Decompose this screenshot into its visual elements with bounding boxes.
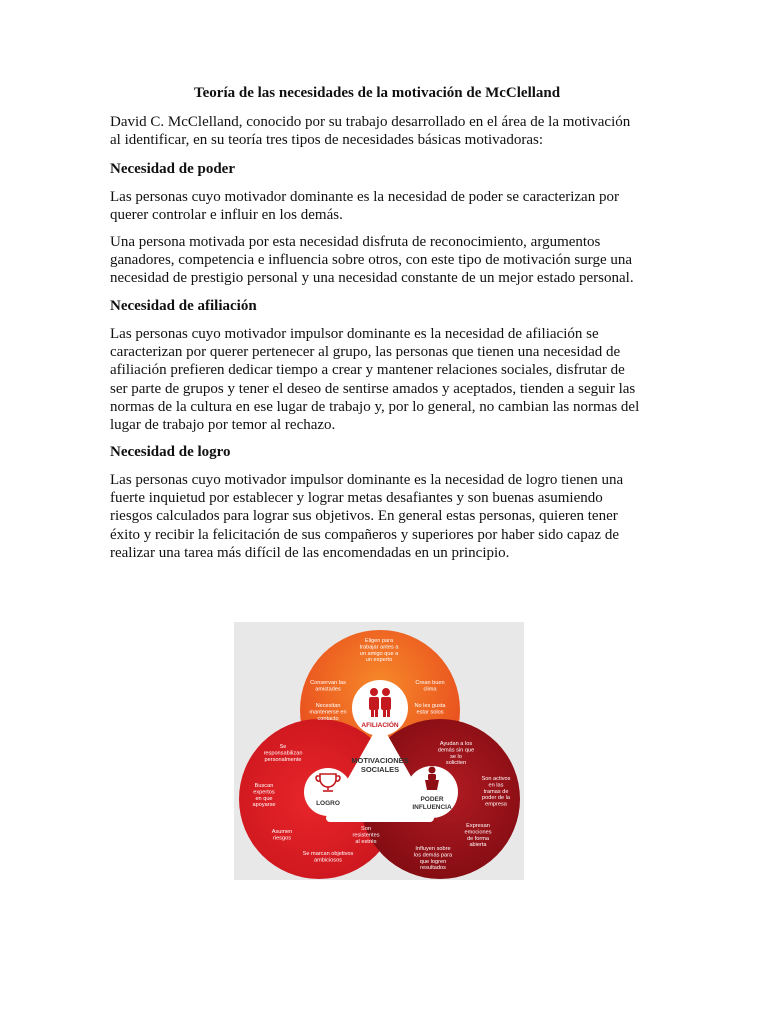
motivation-diagram <box>234 622 524 880</box>
logro-item-0: Se responsabilizan personalmente <box>263 744 303 763</box>
logro-item-1: Buscan expertos en que apoyarse <box>252 783 276 809</box>
text-line: Una persona motivada por esta necesidad disfruta de reconocimiento, argumentos <box>110 234 601 250</box>
afiliacion-item-2: Crean buen clima <box>415 680 445 693</box>
text-line: Las personas cuyo motivador impulsor dominante es la necesidad de logro tienen una <box>110 472 624 488</box>
afiliacion-item-0: Eligen para trabajar antes a un amigo que a un experto <box>359 638 399 664</box>
section-heading-logro: Necesidad de logro <box>110 444 231 460</box>
text-line: David C. McClelland, conocido por su trabajo desarrollado en el área de la motivación <box>110 114 631 130</box>
text-line: afiliación prefieren dedicar tiempo a crear y mantener relaciones sociales, disfrutar de <box>110 362 625 379</box>
afiliacion-paragraph <box>110 325 660 434</box>
poder-paragraph-2 <box>110 233 660 288</box>
section-heading-afiliacion: Necesidad de afiliación <box>110 298 257 314</box>
logro-item-3: Se marcan objetivos ambiciosos <box>302 851 354 864</box>
text-line: necesidad de prestigio personal y una necesidad constante de un mejor estado personal. <box>110 270 634 287</box>
poder-item-3: Influyen sobre los demás para que logren resultados <box>413 846 453 872</box>
logro-item-2: Asumen riesgos <box>271 829 293 842</box>
afiliacion-label: AFILIACIÓN <box>361 722 399 729</box>
text-line: lugar de trabajo por temor al rechazo. <box>110 417 336 434</box>
poder-item-1: Son activos en las tramas de poder de la empresa <box>481 776 511 808</box>
afiliacion-item-1: Conservan las amistades <box>310 680 346 693</box>
text-line: querer controlar e influir en los demás. <box>110 207 343 224</box>
logro-item-4: Son resistentes al estrés <box>352 826 380 845</box>
center-label-line-1: MOTIVACIONES <box>351 756 409 765</box>
document-title: Teoría de las necesidades de la motivación de McClelland <box>194 85 561 101</box>
text-line: ser parte de grupos y tener el deseo de sentirse amados y aceptados, tienden a seguir las <box>110 380 636 397</box>
logro-badge <box>304 768 352 816</box>
text-line: fuerte inquietud por establecer y lograr metas desafiantes y son buenas asumiendo <box>110 490 603 507</box>
text-line: realizar una tarea más difícil de las encomendadas en un principio. <box>110 544 510 561</box>
venn-diagram <box>234 622 524 880</box>
center-label-line-2: SOCIALES <box>360 765 400 774</box>
poder-item-0: Ayudan a los demás sin que se lo soliciten <box>437 741 475 767</box>
text-line: ganadores, competencia e influencia sobre otros, con este tipo de motivación surge una <box>110 252 633 269</box>
text-line: normas de la cultura en ese lugar de trabajo y, por lo general, no cambian las normas del <box>110 398 640 415</box>
text-line: Las personas cuyo motivador impulsor dominante es la necesidad de afiliación se <box>110 326 599 342</box>
intro-paragraph <box>110 113 660 149</box>
poder-label-line-2: INFLUENCIA <box>412 804 452 811</box>
logro-paragraph <box>110 471 660 562</box>
logro-label: LOGRO <box>316 800 340 807</box>
poder-item-2: Expresan emociones de forma abierta <box>464 823 492 849</box>
poder-label-line-1: PODER <box>420 796 444 803</box>
afiliacion-item-3: Necesitan mantenerse en contacto <box>309 703 347 722</box>
text-line: caracterizan por querer pertenecer al grupo, las personas que tienen una necesidad de <box>110 344 621 361</box>
text-line: riesgos calculados para lograr sus objetivos. En general estas personas, quieren tener <box>110 508 618 525</box>
poder-paragraph-1 <box>110 188 660 224</box>
text-line: Las personas cuyo motivador dominante es la necesidad de poder se caracterizan por <box>110 189 619 205</box>
text-line: al identificar, en su teoría tres tipos de necesidades básicas motivadoras: <box>110 132 544 149</box>
afiliacion-item-4: No les gusta estar solos <box>414 703 446 716</box>
section-heading-poder: Necesidad de poder <box>110 161 235 177</box>
text-line: éxito y recibir la felicitación de sus compañeros y superiores por haber sido capaz de <box>110 526 619 543</box>
